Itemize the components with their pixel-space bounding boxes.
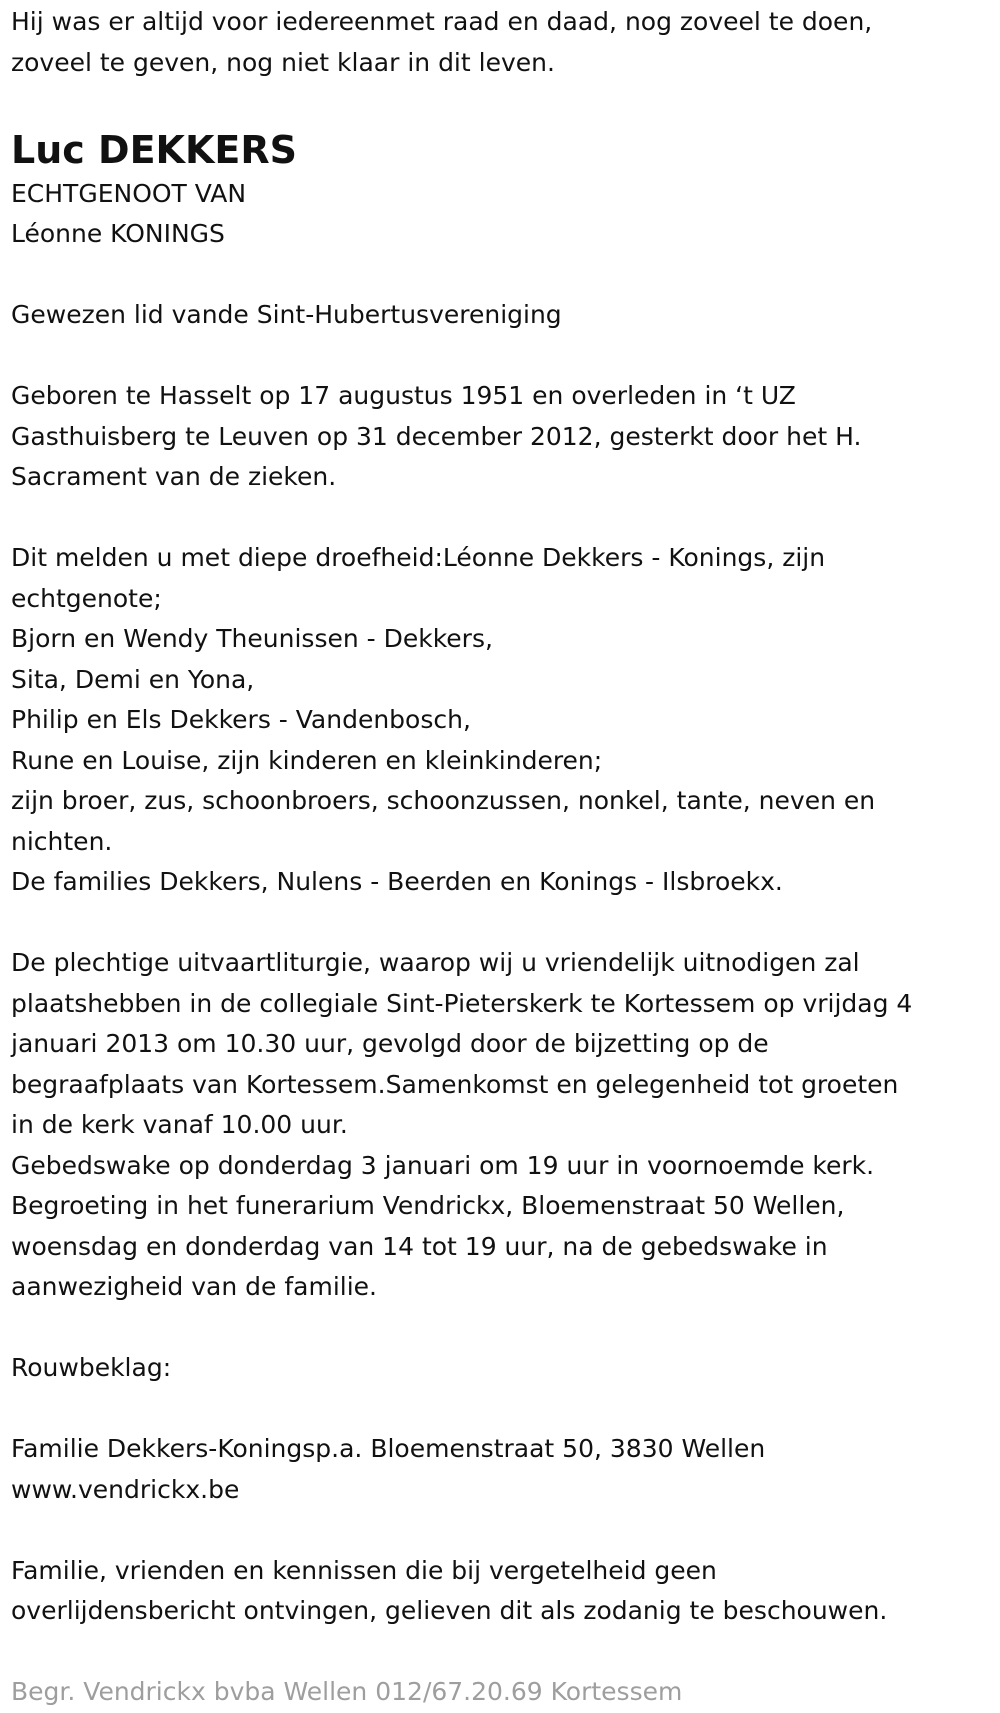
birth-death-text bbox=[11, 376, 1000, 498]
notice-line: overlijdensbericht ontvingen, gelieven dit als zodanig te beschouwen. bbox=[11, 1596, 888, 1625]
family-line: Bjorn en Wendy Theunissen - Dekkers, bbox=[11, 624, 493, 653]
deceased-name: Luc DEKKERS bbox=[11, 127, 298, 172]
birth-death-line: Gasthuisberg te Leuven op 31 december 2012, gesterkt door het H. bbox=[11, 421, 862, 451]
spacer bbox=[11, 336, 1000, 377]
ceremony-line: in de kerk vanaf 10.00 uur. bbox=[11, 1110, 348, 1139]
family-line: Sita, Demi en Yona, bbox=[11, 664, 255, 694]
notice-line: Familie, vrienden en kennissen die bij vergetelheid geen bbox=[11, 1555, 717, 1585]
family-line: zijn broer, zus, schoonbroers, schoonzussen, nonkel, tante, neven en bbox=[11, 786, 876, 815]
birth-death-line: Sacrament van de zieken. bbox=[11, 462, 337, 491]
condolence-label: Rouwbeklag: bbox=[11, 1353, 172, 1382]
spacer bbox=[11, 498, 1000, 539]
ceremony-line: januari 2013 om 10.30 uur, gevolgd door de bijzetting op de bbox=[11, 1029, 769, 1058]
spacer bbox=[11, 83, 1000, 124]
family-line: Philip en Els Dekkers - Vandenbosch, bbox=[11, 705, 471, 734]
family-line: De families Dekkers, Nulens - Beerden en Konings - Ilsbroekx. bbox=[11, 867, 783, 896]
ceremony-text bbox=[11, 943, 1000, 1308]
funeral-home-footer: Begr. Vendrickx bvba Wellen 012/67.20.69 Kortessem bbox=[11, 1677, 683, 1706]
family-line: Rune en Louise, zijn kinderen en kleinkinderen; bbox=[11, 745, 603, 775]
notice-text bbox=[11, 1551, 1000, 1632]
spacer bbox=[11, 1510, 1000, 1551]
spacer bbox=[11, 1632, 1000, 1673]
ceremony-line: woensdag en donderdag van 14 tot 19 uur, na de gebedswake in bbox=[11, 1231, 828, 1261]
ceremony-line: De plechtige uitvaartliturgie, waarop wij u vriendelijk uitnodigen zal bbox=[11, 948, 860, 977]
birth-death-line: Geboren te Hasselt op 17 augustus 1951 en overleden in ‘t UZ bbox=[11, 381, 796, 410]
intro-line: Hij was er altijd voor iedereenmet raad en daad, nog zoveel te doen, bbox=[11, 7, 873, 36]
ceremony-line: plaatshebben in de collegiale Sint-Pieterskerk te Kortessem op vrijdag 4 bbox=[11, 988, 913, 1018]
spacer bbox=[11, 903, 1000, 944]
ceremony-line: Begroeting in het funerarium Vendrickx, Bloemenstraat 50 Wellen, bbox=[11, 1191, 845, 1220]
family-line: Dit melden u met diepe droefheid:Léonne Dekkers - Konings, zijn bbox=[11, 543, 826, 572]
intro-text bbox=[11, 2, 1000, 83]
intro-line: zoveel te geven, nog niet klaar in dit leven. bbox=[11, 47, 555, 77]
ceremony-line: begraafplaats van Kortessem.Samenkomst en gelegenheid tot groeten bbox=[11, 1069, 899, 1099]
spacer bbox=[11, 1389, 1000, 1430]
address-line: Familie Dekkers-Koningsp.a. Bloemenstraat 50, 3830 Wellen bbox=[11, 1434, 766, 1463]
relation-label: ECHTGENOOT VAN bbox=[11, 178, 247, 208]
spouse-name: Léonne KONINGS bbox=[11, 219, 225, 248]
ceremony-line: aanwezigheid van de familie. bbox=[11, 1272, 377, 1301]
ceremony-line: Gebedswake op donderdag 3 januari om 19 uur in voornoemde kerk. bbox=[11, 1150, 875, 1180]
family-line: nichten. bbox=[11, 826, 113, 856]
family-line: echtgenote; bbox=[11, 583, 162, 613]
spacer bbox=[11, 1308, 1000, 1349]
website-link[interactable]: www.vendrickx.be bbox=[11, 1474, 240, 1504]
address-text bbox=[11, 1429, 1000, 1510]
membership-text: Gewezen lid vande Sint-Hubertusvereniging bbox=[11, 300, 562, 329]
family-text bbox=[11, 538, 1000, 903]
spacer bbox=[11, 255, 1000, 296]
